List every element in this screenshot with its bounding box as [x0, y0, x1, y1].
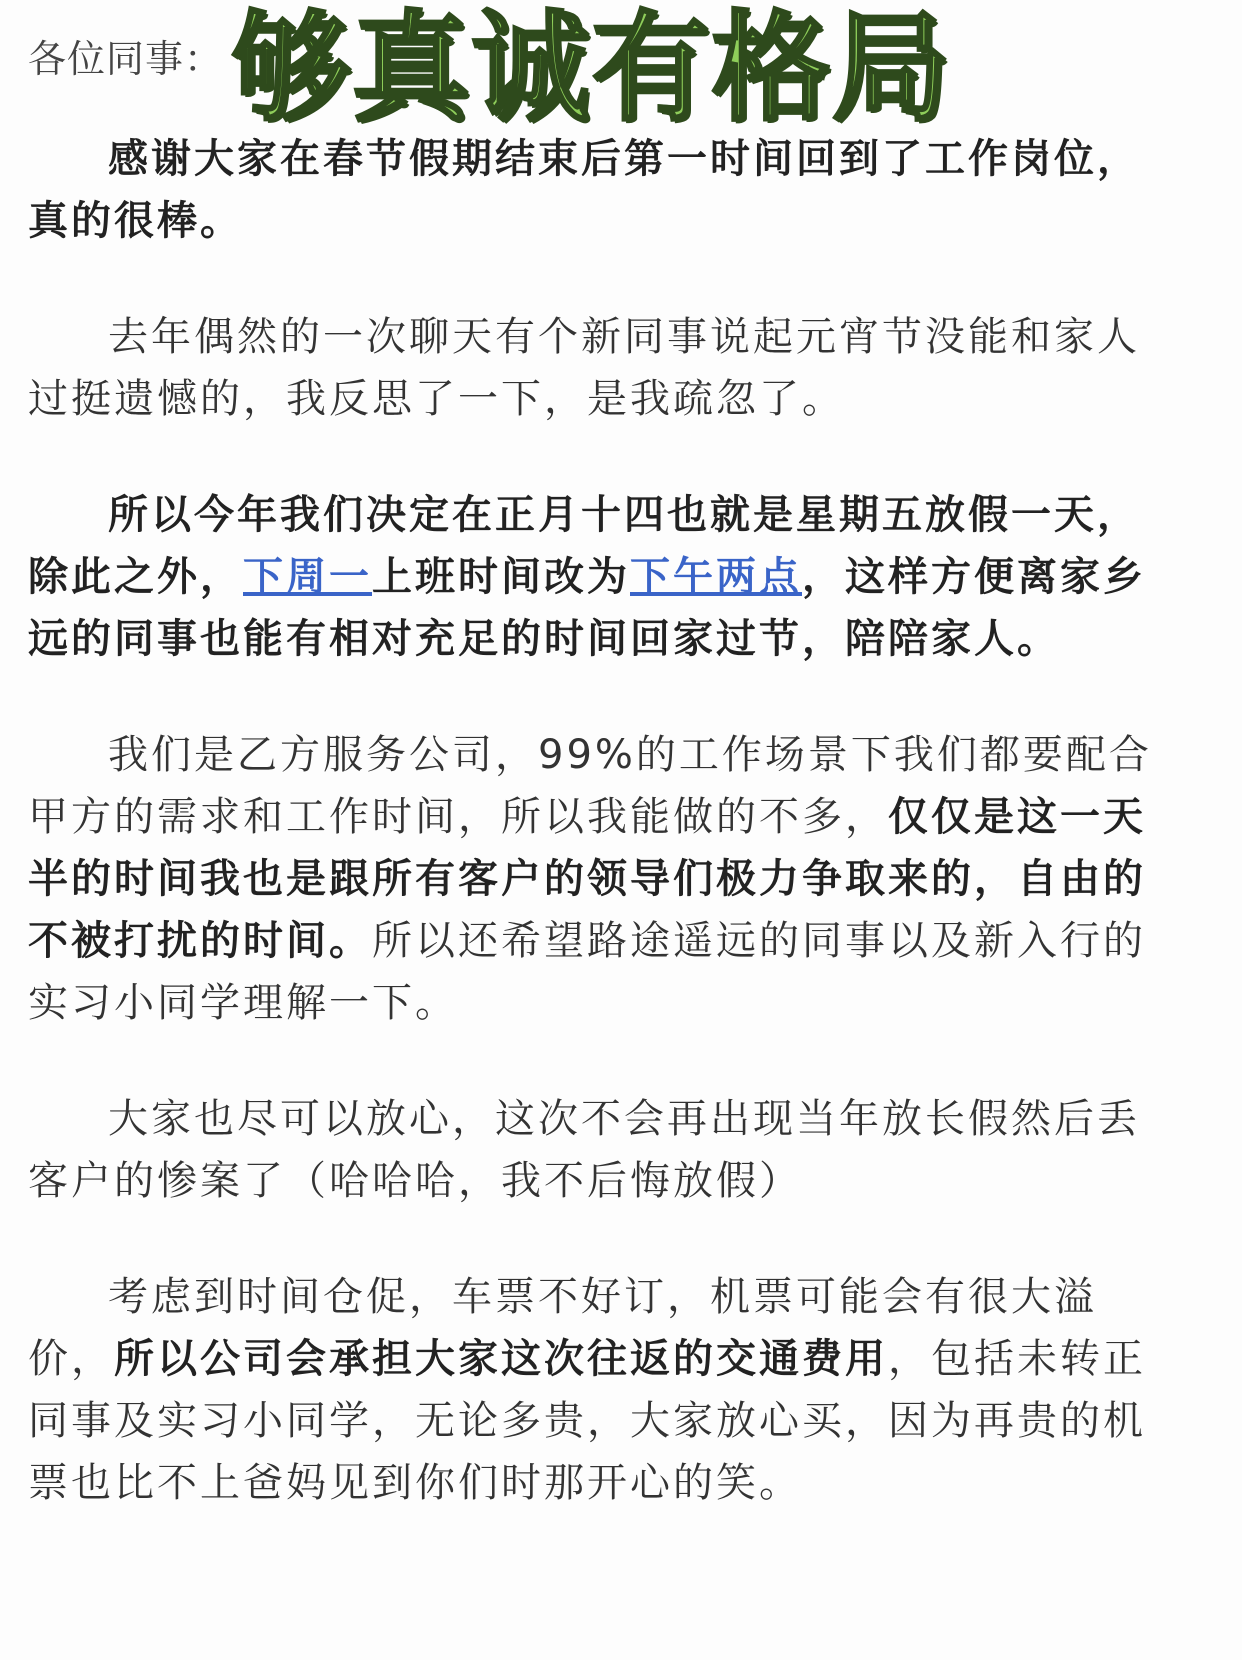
overlay-title: 够真诚有格局 [232, 0, 953, 137]
travel-text-a: 考虑到时间仓促，车票不好订，机票可能会有很大溢价， [28, 1274, 1097, 1382]
service-text-bold: 仅仅是这一天半的时间我也是跟所有客户的领导们极力争取来的，自由的不被打扰的时间。 [28, 794, 1146, 964]
holiday-text-c: ，这样方便离家乡远的同事也能有相对充足的时间回家过节，陪陪家人。 [28, 554, 1146, 662]
travel-text-c: ，包括未转正同事及实习小同学，无论多贵，大家放心买，因为再贵的机票也比不上爸妈见到你们时那开心的笑。 [28, 1336, 1146, 1506]
link-two-pm[interactable]: 下午两点 [630, 554, 802, 600]
travel-text-bold: 所以公司会承担大家这次往返的交通费用 [114, 1336, 888, 1382]
link-next-monday[interactable]: 下周一 [243, 554, 372, 600]
service-text-a: 我们是乙方服务公司，99%的工作场景下我们都要配合甲方的需求和工作时间，所以我能做的不多， [28, 732, 1152, 840]
greeting: 各位同事： [28, 37, 224, 81]
letter-body [28, 128, 1178, 1568]
paragraph-holiday [28, 484, 1178, 670]
paragraph-service [28, 724, 1178, 1034]
paragraph-thanks: 感谢大家在春节假期结束后第一时间回到了工作岗位，真的很棒。 [28, 136, 1140, 244]
paragraph-reflection: 去年偶然的一次聊天有个新同事说起元宵节没能和家人过挺遗憾的，我反思了一下，是我疏忽了。 [28, 314, 1140, 422]
paragraph-reassure: 大家也尽可以放心，这次不会再出现当年放长假然后丢客户的惨案了（哈哈哈，我不后悔放假） [28, 1096, 1140, 1204]
service-text-c: 所以还希望路途遥远的同事以及新入行的实习小同学理解一下。 [28, 918, 1146, 1026]
holiday-text-b: 上班时间改为 [372, 554, 630, 600]
holiday-text-a: 所以今年我们决定在正月十四也就是星期五放假一天，除此之外， [28, 492, 1140, 600]
paragraph-travel [28, 1266, 1178, 1514]
